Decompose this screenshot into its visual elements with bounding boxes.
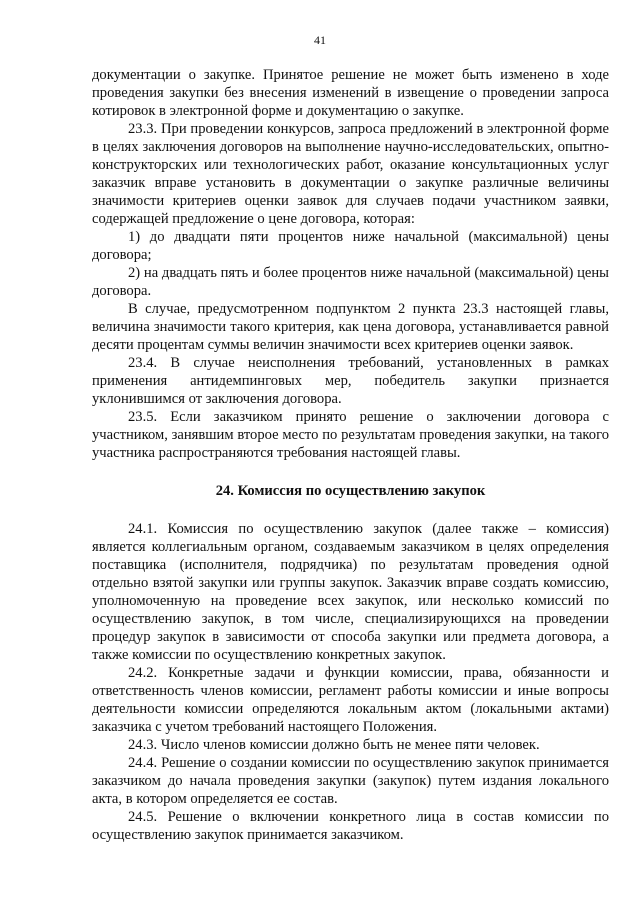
paragraph-24-4: 24.4. Решение о создании комиссии по осуществлению закупок принимается заказчиком до начала проведения закупки (закупок) путем издания локального акта, в котором определяется ее состав. (92, 755, 609, 807)
spacer (92, 462, 609, 482)
spacer (92, 500, 609, 520)
paragraph-23-4: 23.4. В случае неисполнения требований, установленных в рамках применения антидемпинговых мер, победитель закупки признается уклонившимся от заключения договора. (92, 355, 609, 407)
paragraphs-top (92, 66, 609, 462)
page-content (92, 66, 609, 844)
paragraph-24-3: 24.3. Число членов комиссии должно быть не менее пяти человек. (128, 737, 540, 753)
paragraph-24-1: 24.1. Комиссия по осуществлению закупок (далее также – комиссия) является коллегиальным органом, создаваемым заказчиком в целях определения поставщика (исполнителя, подрядчика) по результатам проведения одной отдельно взятой закупки или группы закупок. Заказчик вправе создать комиссию, уполномоченную на проведение всех закупок, или несколько комиссий по осуществлению закупок, в том числе, специализирующихся на проведении процедур закупок в зависимости от способа закупки или предмета договора, а также комиссии по осуществлению конкретных закупок. (92, 521, 609, 663)
paragraph-23-3-2: 2) на двадцать пять и более процентов ниже начальной (максимальной) цены договора. (92, 265, 609, 299)
paragraph-23-3-1: 1) до двадцати пяти процентов ниже начальной (максимальной) цены договора; (92, 229, 609, 263)
page-number: 41 (314, 33, 326, 47)
paragraph-23-3: 23.3. При проведении конкурсов, запроса предложений в электронной форме в целях заключения договоров на выполнение научно-исследовательских, опытно-конструкторских или технологических работ, оказание консультационных услуг заказчик вправе установить в документации о закупке различные величины значимости критериев оценки заявок для случаев подачи участником заявки, содержащей предложение о цене договора, которая: (92, 121, 609, 227)
paragraph-cont: документации о закупке. Принятое решение не может быть изменено в ходе проведения закупки без внесения изменений в извещение о проведении запроса котировок в электронной форме и документацию о закупке. (92, 67, 609, 119)
paragraphs-bottom (92, 520, 609, 844)
paragraph-24-5: 24.5. Решение о включении конкретного лица в состав комиссии по осуществлению закупок принимается заказчиком. (92, 809, 609, 843)
paragraph-23-3-case: В случае, предусмотренном подпунктом 2 пункта 23.3 настоящей главы, величина значимости такого критерия, как цена договора, устанавливается равной десяти процентам суммы величин значимости всех критериев оценки заявок. (92, 301, 609, 353)
paragraph-23-5: 23.5. Если заказчиком принято решение о заключении договора с участником, занявшим второе место по результатам проведения закупки, на такого участника распространяются требования настоящей главы. (92, 409, 609, 461)
section-heading: 24. Комиссия по осуществлению закупок (215, 483, 486, 499)
paragraph-24-2: 24.2. Конкретные задачи и функции комиссии, права, обязанности и ответственность членов комиссии, регламент работы комиссии и иные вопросы деятельности комиссии определяются локальным актом (локальными актами) заказчика с учетом требований настоящего Положения. (92, 665, 609, 735)
